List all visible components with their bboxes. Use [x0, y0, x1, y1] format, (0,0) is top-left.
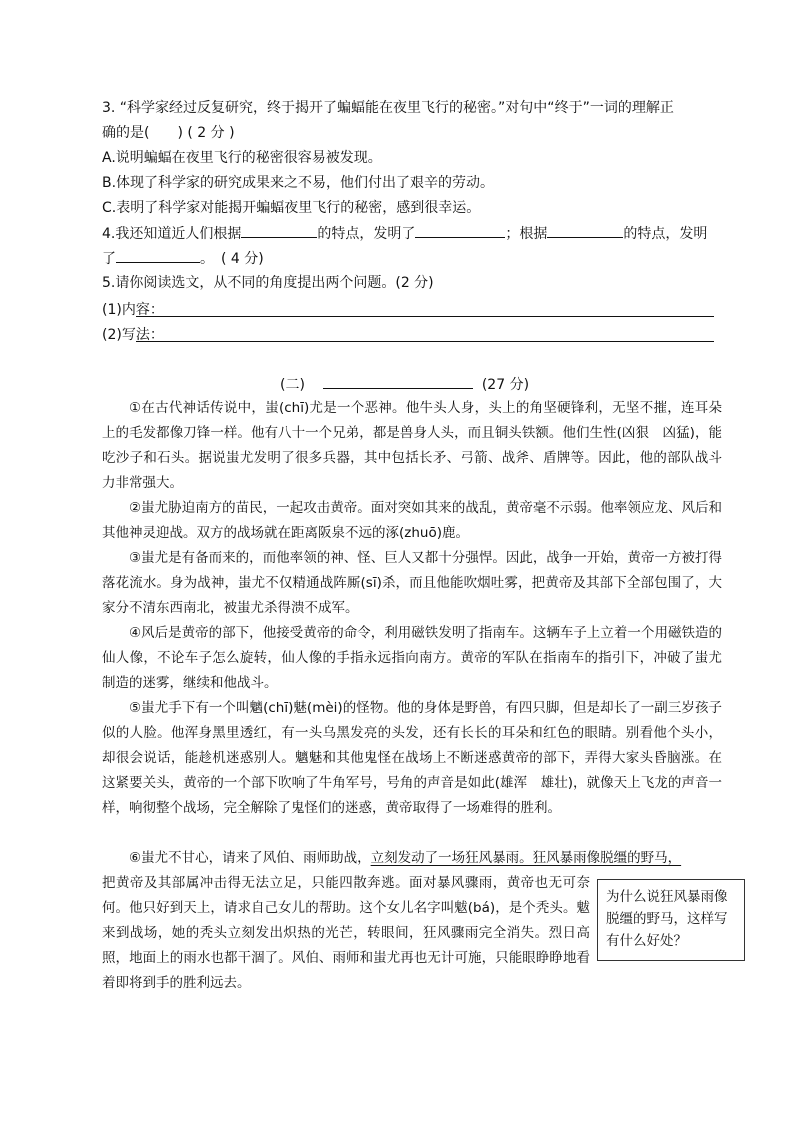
section-title-blank[interactable]	[323, 374, 473, 389]
passage-paragraph-3: ③蚩尤是有备而来的，而他率领的神、怪、巨人又都十分强悍。因此，战争一开始，黄帝一方被打得落花流水。身为战神，蚩尤不仅精通战阵厮(sī)杀，而且他能吹烟吐雾，把黄帝及其部下全部包围了，大家分不清东西南北，被蚩尤杀得溃不成军。	[102, 550, 722, 616]
q5-writing-label: (2)写法：	[102, 327, 164, 343]
q4-text-5: 了	[102, 251, 116, 267]
margin-note-text: 为什么说狂风暴雨像脱缰的野马，这样写有什么好处？	[606, 889, 728, 949]
q4-line1	[102, 223, 707, 244]
q5-content-answer-line[interactable]	[136, 316, 714, 317]
q5-content-label: (1)内容：	[102, 302, 164, 318]
q4-text-4: 的特点，发明	[623, 226, 708, 242]
q5-stem: 5.请你阅读选文，从不同的角度提出两个问题。(2 分)	[102, 275, 434, 291]
q4-text-6: 。 ( 4 分)	[200, 251, 264, 267]
q4-text-3: ；根据	[505, 226, 548, 242]
section-title	[280, 374, 529, 395]
q4-text-2: 的特点，发明了	[317, 226, 416, 242]
q3-option-a: A.说明蝙蝠在夜里飞行的秘密很容易被发现。	[102, 150, 382, 166]
q3-option-c: C.表明了科学家对能揭开蝙蝠夜里飞行的秘密，感到很幸运。	[102, 200, 481, 216]
passage	[102, 396, 722, 821]
q4-blank-1[interactable]	[241, 223, 317, 238]
q4-blank-3[interactable]	[547, 223, 623, 238]
p6-underlined-sentence: 立刻发动了一场狂风暴雨。狂风暴雨像脱缰的野马，	[370, 850, 682, 866]
q5-writing-answer-line[interactable]	[136, 341, 714, 342]
passage-paragraph-6-head	[102, 846, 722, 871]
q4-text-1: 4.我还知道近人们根据	[102, 226, 242, 242]
section-number: (二)	[280, 377, 305, 393]
passage-paragraph-1: ①在古代神话传说中，蚩(chī)尤是一个恶神。他牛头人身，头上的角坚硬锋利，无坚不摧，连耳朵上的毛发都像刀锋一样。他有八十一个兄弟，都是兽身人头，而且铜头铁额。他们生性(凶狠 凶猛)，能吃沙子和石头。据说蚩尤发明了很多兵器，其中包括长矛、弓箭、战斧、盾牌等。因此，他的部队战斗力非常强大。	[102, 400, 722, 491]
q3-stem-line2: 确的是( ) ( 2 分 )	[102, 125, 235, 141]
margin-note-box	[597, 879, 745, 961]
passage-paragraph-5: ⑤蚩尤手下有一个叫魑(chī)魅(mèi)的怪物。他的身体是野兽，有四只脚，但是却长了一副三岁孩子似的人脸。他浑身黑里透红，有一头乌黑发亮的头发，还有长长的耳朵和红色的眼睛。别看他个头小，却很会说话，能趁机迷惑别人。魑魅和其他鬼怪在战场上不断迷惑黄帝的部下，弄得大家头昏脑涨。在这紧要关头，黄帝的一个部下吹响了牛角军号，号角的声音是如此(雄浑 雄壮)，就像天上飞龙的声音一样，响彻整个战场，完全解除了鬼怪们的迷惑，黄帝取得了一场难得的胜利。	[102, 700, 722, 816]
passage-paragraph-6-body	[102, 871, 590, 996]
section-score: (27 分)	[481, 377, 530, 393]
q3-option-b: B.体现了科学家的研究成果来之不易，他们付出了艰辛的劳动。	[102, 175, 495, 191]
p6-text-b: 把黄帝及其部属冲击得无法立足，只能四散奔逃。面对暴风骤雨，黄帝也无可奈何。他只好到天上，请求自己女儿的帮助。这个女儿名字叫魃(bá)，是个秃头。魃来到战场，她的秃头立刻发出炽热的光芒，转眼间，狂风骤雨完全消失。烈日高照，地面上的雨水也都干涸了。风伯、雨师和蚩尤再也无计可施，只能眼睁睁地看着即将到手的胜利远去。	[102, 875, 590, 991]
q3-stem-line1: 3. “科学家经过反复研究，终于揭开了蝙蝠能在夜里飞行的秘密。”对句中“终于”一词的理解正	[102, 100, 674, 116]
passage-paragraph-4: ④风后是黄帝的部下，他接受黄帝的命令，利用磁铁发明了指南车。这辆车子上立着一个用磁铁造的仙人像，不论车子怎么旋转，仙人像的手指永远指向南方。黄帝的军队在指南车的指引下，冲破了蚩尤制造的迷雾，继续和他战斗。	[102, 625, 722, 691]
q4-blank-4[interactable]	[116, 248, 200, 263]
p6-text-a: ⑥蚩尤不甘心，请来了风伯、雨师助战，	[129, 850, 371, 866]
q4-blank-2[interactable]	[415, 223, 505, 238]
passage-paragraph-2: ②蚩尤胁迫南方的苗民，一起攻击黄帝。面对突如其来的战乱，黄帝毫不示弱。他率领应龙、风后和其他神灵迎战。双方的战场就在距离阪泉不远的涿(zhuō)鹿。	[102, 500, 722, 541]
q4-line2	[102, 248, 264, 269]
